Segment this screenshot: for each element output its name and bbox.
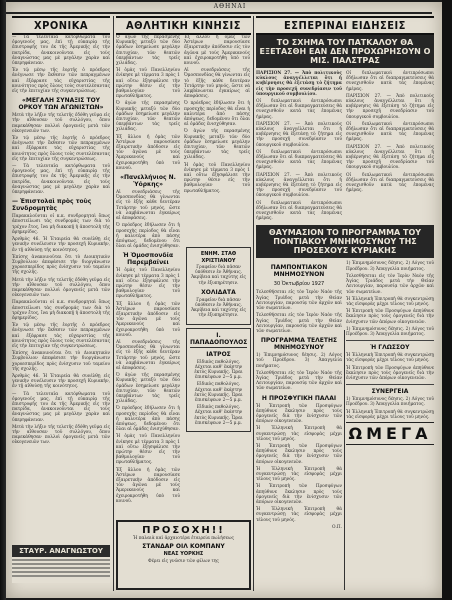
article-text: Ὁ ἀγὼν τῆς περασμένης Κυριακῆς μεταξὺ τῶν δύο ὁμάδων ἐσημείωσε μεγάλην ἐπιτυχίαν, τῶν θεατῶν ὑπερβάντων τὰς τρεῖς χιλιάδας. (184, 129, 250, 161)
article-text: Ἐπίσης ἀνακοινοῦται ὅτι τὸ Διοικητικὸν Συμβούλιον ἀπεφάσισε τὴν διοργάνωσιν χοροεσπερίδος πρὸς ἐνίσχυσιν τοῦ ταμείου τῆς σχολῆς. (12, 351, 110, 372)
article-text: Οἱ διπλωματικοὶ ἀντιπρόσωποι ἐδήλωσαν ὅτι αἱ διαπραγματεύσεις θὰ συνεχισθοῦν κατὰ τὰς ἐπομένας ἡμέρας. (256, 99, 342, 120)
article-text: ΠΑΡΙΣΙΟΝ 27. — Ἀπὸ πολιτικοὺς κύκλους ἀναγγέλλεται ὅτι ἡ κυβέρνησις θὰ ἐξετάσῃ τὸ ζήτημα εἰς τὴν προσεχῆ συνεδρίασιν τοῦ ὑπουργικοῦ συμβουλίου. (256, 71, 342, 97)
article-text: Ἡ Ἑλληνικὴ Ἐπιτροπὴ θὰ συγκεντρώσῃ τὰς εἰσφορὰς μέχρι τέλους τοῦ μηνός. (256, 426, 342, 442)
article-text: Αἱ συνεδριάσεις τῆς Ὁμοσπονδίας θὰ γίνωνται εἰς τὸ ἑξῆς κάθε δευτέραν Τετάρτην τοῦ μηνός, ὥστε νὰ λαμβάνωνται ἐγκαίρως αἱ ἀποφάσεις. (116, 339, 180, 371)
article-text: Ἡ Ἑλληνικὴ Ἐπιτροπὴ θὰ συγκεντρώσῃ τὰς εἰσφορὰς μέχρι τέλους τοῦ μηνός. (346, 296, 434, 307)
article-text: Οἱ διπλωματικοὶ ἀντιπρόσωποι ἐδήλωσαν ὅτι αἱ διαπραγματεύσεις θὰ συνεχισθοῦν κατὰ τὰς ἐπομένας ἡμέρας. (256, 149, 342, 171)
article-text: Μετὰ τὴν λῆξιν τῆς τελετῆς ἐδόθη γεῦμα εἰς τὴν αἴθουσαν τοῦ συλλόγου, ὅπου παρεκάθησαν πολλοὶ ὁμογενεῖς μετὰ τῶν οἰκογενειῶν των. (12, 277, 110, 299)
ad-box-subtitle: ΙΑΤΡΟΣ (206, 350, 231, 358)
column-rule-1 (113, 16, 114, 591)
ad-box-papadopoulos (186, 328, 251, 432)
article-text: 1) Ἐπιμνημόσυνος δέησις. 2) Λόγος τοῦ Προέδρου. 3) Ἀπαγγελία ποιήματος. (256, 353, 342, 369)
ad-box-title: Ι. ΠΑΠΑΔΟΠΟΥΛΟΣ (190, 331, 248, 346)
article-text: Αἱ συνεδριάσεις τῆς Ὁμοσπονδίας θὰ γίνωνται εἰς τὸ ἑξῆς κάθε δευτέραν Τετάρτην τοῦ μηνός, ὥστε νὰ λαμβάνωνται ἐγκαίρως αἱ ἀποφάσεις. (116, 190, 180, 222)
evening-news-top-subcolumns (256, 71, 434, 223)
ad-box-text: Εἰδικὸς παθολόγος. Δέχεται καθ' ἑκάστην ἐκτὸς Κυριακῆς. Ὧραι ἐπισκέψεων 2—5 μ.μ. (194, 382, 243, 404)
article-text: Ἐξ ἄλλου ἡ ὁμὰς τῶν Ἀστέρων παρουσίασε ἐξαιρετικὴν ἀπόδοσιν εἰς τὸν ἀγῶνα μὲ τοὺς Ἀμερικανοὺς καὶ ἐχειροκροτήθη ὑπὸ τοῦ κοινοῦ. (116, 467, 180, 504)
top-rule (6, 12, 432, 14)
article-text: Ἐν τῷ μέσῳ τῆς ἑορτῆς ὁ πρόεδρος ἀνέγνωσε τὴν ἔκθεσιν τῶν πεπραγμένων καὶ ἐξέφρασε τὰς εὐχαριστίας τῆς κοινότητος πρὸς ὅλους τοὺς συντελέσαντας εἰς τὴν ἐπιτυχίαν τῆς συγκεντρώσεως. (12, 323, 110, 349)
article-text: Ἡ ὁμὰς τοῦ Πανελληνίου ἐνίκησε μὲ τέρματα 3 πρὸς 1 καὶ οὕτω ἐξησφάλισε τὴν πρώτην θέσιν εἰς τὴν βαθμολογίαν τοῦ πρωταθλήματος. (116, 68, 180, 100)
article-text: Ἐν τῷ μέσῳ τῆς ἑορτῆς ὁ πρόεδρος ἀνέγνωσε τὴν ἔκθεσιν τῶν πεπραγμένων καὶ ἐξέφρασε τὰς εὐχαριστίας τῆς κοινότητος πρὸς ὅλους τοὺς συντελέσαντας εἰς τὴν ἐπιτυχίαν τῆς συγκεντρώσεως. (12, 68, 110, 95)
column-ads (186, 244, 251, 514)
article-text: Ὁ πρόεδρος ἐδήλωσεν ὅτι ἡ προσεχὴς περίοδος θὰ εἶναι ἡ καλυτέρα ἀπὸ πάσης ἀπόψεως, δεδομένου ὅτι ὅλαι αἱ ὁμάδες ἐνισχύθησαν. (116, 406, 180, 433)
article-text: — Τὰ τελευταῖα κατόρθωματα τοῦ ὁμογενοῦς μας, ἐπὶ τῇ εὐκαιρίᾳ τῆς ἐπιστροφῆς του ἐκ τῆς Ἀμερικῆς εἰς τὴν πατρίδα, ἀνακοινοῦνται εἰς τοὺς ἀναγνώστας μας μὲ μεγάλην χαρὰν καὶ ὑπερηφάνειαν. (12, 35, 110, 67)
article-text: Ἡ Ἑλληνικὴ Ἐπιτροπὴ θὰ συγκεντρώσῃ τὰς εἰσφορὰς μέχρι τέλους τοῦ μηνός. (346, 353, 434, 364)
column-rule-2 (253, 16, 254, 591)
article-text: Ἡ Ἑλληνικὴ Ἐπιτροπὴ θὰ συγκεντρώσῃ τὰς εἰσφορὰς μέχρι τέλους τοῦ μηνός. (346, 409, 434, 420)
article-text: Ἐπίσης ἀνακοινοῦται ὅτι τὸ Διοικητικὸν Συμβούλιον ἀπεφάσισε τὴν διοργάνωσιν χοροεσπερίδος πρὸς ἐνίσχυσιν τοῦ ταμείου τῆς σχολῆς. (12, 254, 110, 276)
article-text: Τελεσθήσεται εἰς τὸν Ἱερὸν Ναὸν τῆς Ἁγίας Τριάδος μετὰ τὴν Θείαν Λειτουργίαν, παρουσίᾳ τῶν ἀρχῶν καὶ τῶν σωματείων. (256, 313, 342, 334)
article-text: Ἐν τῷ μέσῳ τῆς ἑορτῆς ὁ πρόεδρος ἀνέγνωσε τὴν ἔκθεσιν τῶν πεπραγμένων καὶ ἐξέφρασε τὰς εὐχαριστίας τῆς κοινότητος πρὸς ὅλους τοὺς συντελέσαντας εἰς τὴν ἐπιτυχίαν τῆς συγκεντρώσεως. (12, 136, 110, 162)
article-text: Τελεσθήσεται εἰς τὸν Ἱερὸν Ναὸν τῆς Ἁγίας Τριάδος μετὰ τὴν Θείαν Λειτουργίαν, παρουσίᾳ τῶν ἀρχῶν καὶ τῶν σωματείων. (346, 273, 434, 295)
article-headline: «Πανελλήνιος Ν. Ὑόρκης» (120, 174, 176, 189)
article-text: Αἱ συνεδριάσεις τῆς Ὁμοσπονδίας θὰ γίνωνται εἰς τὸ ἑξῆς κάθε δευτέραν Τετάρτην τοῦ μηνός, ὥστε νὰ λαμβάνωνται ἐγκαίρως αἱ ἀποφάσεις. (184, 68, 250, 100)
evening-news-top-right (346, 71, 434, 223)
article-text: ΠΑΡΙΣΙΟΝ 27. — Ἀπὸ πολιτικοὺς κύκλους ἀναγγέλλεται ὅτι ἡ κυβέρνησις θὰ ἐξετάσῃ τὸ ζήτημα εἰς τὴν προσεχῆ συνεδρίασιν τοῦ ὑπουργικοῦ συμβουλίου. (346, 144, 434, 171)
article-text: Ὁ πρόεδρος ἐδήλωσεν ὅτι ἡ προσεχὴς περίοδος θὰ εἶναι ἡ καλυτέρα ἀπὸ πάσης ἀπόψεως, δεδομένου ὅτι ὅλαι αἱ ὁμάδες ἐνισχύθησαν. (116, 223, 180, 250)
column-evening-news (256, 16, 434, 594)
article-text: — Τὰ τελευταῖα κατόρθωματα τοῦ ὁμογενοῦς μας, ἐπὶ τῇ εὐκαιρίᾳ τῆς ἐπιστροφῆς του ἐκ τῆς Ἀμερικῆς εἰς τὴν πατρίδα, ἀνακοινοῦνται εἰς τοὺς ἀναγνώστας μας μὲ μεγάλην χαρὰν καὶ ὑπερηφάνειαν. (12, 164, 110, 196)
article-text: Οἱ διπλωματικοὶ ἀντιπρόσωποι ἐδήλωσαν ὅτι αἱ διαπραγματεύσεις θὰ συνεχισθοῦν κατὰ τὰς ἐπομένας ἡμέρας. (346, 71, 434, 92)
column-chronika (12, 16, 110, 596)
article-text: Ἡ Ἑλληνικὴ Ἐπιτροπὴ θὰ συγκεντρώσῃ τὰς εἰσφορὰς μέχρι τέλους τοῦ μηνός. (256, 466, 342, 483)
article-text: Ὁ ἀγὼν τῆς περασμένης Κυριακῆς μεταξὺ τῶν δύο ὁμάδων ἐσημείωσε μεγάλην ἐπιτυχίαν, τῶν θεατῶν ὑπερβάντων τὰς τρεῖς χιλιάδας. (116, 35, 180, 67)
page-right-edge (442, 0, 452, 600)
article-text: Οἱ διπλωματικοὶ ἀντιπρόσωποι ἐδήλωσαν ὅτι αἱ διαπραγματεύσεις θὰ συνεχισθοῦν κατὰ τὰς ἐπομένας ἡμέρας. (346, 172, 434, 194)
article-text: Ὁ ἀγὼν τῆς περασμένης Κυριακῆς μεταξὺ τῶν δύο ὁμάδων ἐσημείωσε μεγάλην ἐπιτυχίαν, τῶν θεατῶν ὑπερβάντων τὰς τρεῖς χιλιάδας. (116, 373, 180, 405)
article-text: Μετὰ τὴν λῆξιν τῆς τελετῆς ἐδόθη γεῦμα εἰς τὴν αἴθουσαν τοῦ συλλόγου, ὅπου παρεκάθησαν πολλοὶ ὁμογενεῖς μετὰ τῶν οἰκογενειῶν των. (12, 424, 110, 446)
divider (346, 384, 434, 385)
evening-news-bottom-left (256, 261, 342, 532)
article-text: ΠΑΡΙΣΙΟΝ 27. — Ἀπὸ πολιτικοὺς κύκλους ἀναγγέλλεται ὅτι ἡ κυβέρνησις θὰ ἐξετάσῃ τὸ ζήτημα εἰς τὴν προσεχῆ συνεδρίασιν τοῦ ὑπουργικοῦ συμβουλίου. (346, 93, 434, 120)
ad-box-text: Εἰδικὸς παθολόγος. Δέχεται καθ' ἑκάστην ἐκτὸς Κυριακῆς. Ὧραι ἐπισκέψεων 2—5 μ.μ. (194, 405, 243, 426)
article-text: 1) Ἐπιμνημόσυνος δέησις. 2) Λόγος τοῦ Προέδρου. 3) Ἀπαγγελία ποιήματος. (346, 326, 434, 337)
article-headline: ΠΡΟΓΡΑΜΜΑ ΤΕΛΕΤΗΣ ΜΝΗΜΟΣΥΝΟΥ (260, 337, 338, 352)
masthead-athletics: ΑΘΛΗΤΙΚΗ ΚΙΝΗΣΙΣ (116, 16, 251, 35)
article-headline: ΠΑΜΠΟΝΤΙΑΚΟΝ ΜΝΗΜΟΣΥΝΟΝ (270, 264, 328, 279)
article-text: Οἱ διπλωματικοὶ ἀντιπρόσωποι ἐδήλωσαν ὅτι αἱ διαπραγματεύσεις θὰ συνεχισθοῦν κατὰ τὰς ἐπομένας ἡμέρας. (256, 200, 342, 222)
article-text: Ἐξ ἄλλου ἡ ὁμὰς τῶν Ἀστέρων παρουσίασε ἐξαιρετικὴν ἀπόδοσιν εἰς τὸν ἀγῶνα μὲ τοὺς Ἀμερικανοὺς καὶ ἐχειροκροτήθη ὑπὸ τοῦ κοινοῦ. (116, 301, 180, 338)
article-text: ΠΑΡΙΣΙΟΝ 27. — Ἀπὸ πολιτικοὺς κύκλους ἀναγγέλλεται ὅτι ἡ κυβέρνησις θὰ ἐξετάσῃ τὸ ζήτημα εἰς τὴν προσεχῆ συνεδρίασιν τοῦ ὑπουργικοῦ συμβουλίου. (256, 121, 342, 148)
ad-anagnostou-lines (12, 559, 110, 577)
article-headline: Ἡ ΓΛΩΣΣΟΥ (370, 344, 410, 352)
headline-banner-top: ΤΟ ΣΧΗΜΑ ΤΟΥ ΠΑΤΚΑΛΟΥ ΘΑ ΕΞΕΤΑΣΘΗ ΕΑΝ ΔΕΝ ΠΡΟΧΩΡΗΣΟΥΝ Ο ΜΙΣ. ΠΑΛΣΤΡΑΣ (256, 35, 434, 68)
article-headline: «ΜΕΓΑΛΗ ΣΥΝΑΞΙΣ ΤΟΥ ΟΡΚΟΥ ΤΩΝ ΑΓΩΝΙΣΤΩΝ» (18, 97, 104, 112)
article-text: Ἡ Ἐπιτροπὴ τῶν Προσφύγων ἀπηύθυνε ἔκκλησιν πρὸς τοὺς ὁμογενεῖς διὰ τὴν ἐνίσχυσιν τῶν ἀπόρων οἰκογενειῶν. (256, 443, 342, 465)
article-text: Ὁ ἀγὼν τῆς περασμένης Κυριακῆς μεταξὺ τῶν δύο ὁμάδων ἐσημείωσε μεγάλην ἐπιτυχίαν, τῶν θεατῶν ὑπερβάντων τὰς τρεῖς χιλιάδας. (116, 101, 180, 133)
ad-omega: ΩΜΕΓΑ (346, 422, 434, 445)
article-text: Παρακαλοῦνται οἱ κ.κ. συνδρομηταὶ ὅπως ἀποστείλωσι τὰς συνδρομάς των διὰ τὸ τρέχον ἔτος, ἵνα μὴ διακοπῇ ἡ ἀποστολὴ τῆς ἐφημερίδος. (12, 300, 110, 321)
ad-box-christianou (186, 247, 251, 325)
article-text: Ἡ Ἐπιτροπὴ τῶν Προσφύγων ἀπηύθυνε ἔκκλησιν πρὸς τοὺς ὁμογενεῖς διὰ τὴν ἐνίσχυσιν τῶν ἀπόρων οἰκογενειῶν. (346, 309, 434, 325)
article-text: Ἡ ὁμὰς τοῦ Πανελληνίου ἐνίκησε μὲ τέρματα 3 πρὸς 1 καὶ οὕτω ἐξησφάλισε τὴν πρώτην θέσιν εἰς τὴν βαθμολογίαν τοῦ πρωταθλήματος. (184, 162, 250, 194)
article-subheadline: — Ἐπιστολαὶ πρὸς τοὺς Συνδρομητὰς (12, 198, 92, 213)
article-headline: Ἡ Ὁμοσπονδία Παρεμβαίνει (122, 252, 174, 267)
divider (346, 340, 434, 341)
evening-news-bottom-subcolumns (256, 261, 434, 532)
ad-box-title: ΕΝΗΜ. ΣΤΑΘ ΧΡΙΣΤΙΑΝΟΥ (200, 251, 237, 264)
article-text: Ἀριθμὸς 46. Ἡ Ἑταιρεία θὰ συνέλθῃ εἰς γενικὴν συνέλευσιν τὴν προσεχῆ Κυριακὴν, ἐν τῇ αἰθούσῃ τῆς κοινότητος. (12, 373, 110, 390)
article-text: Τελεσθήσεται εἰς τὸν Ἱερὸν Ναὸν τῆς Ἁγίας Τριάδος μετὰ τὴν Θείαν Λειτουργίαν, παρουσίᾳ τῶν ἀρχῶν καὶ τῶν σωματείων. (256, 370, 342, 392)
ad-prosoxi-company: ΣΤΑΝΔΑΡ ΟΙΛ ΚΟΜΠΑΝΥ (142, 543, 225, 551)
ad-prosoxi-city: ΝΕΑΣ ΥΟΡΚΗΣ (163, 551, 204, 558)
ad-prosoxi-text: Φέρει εἰς γνῶσιν τῶν φίλων της (148, 559, 219, 565)
article-text: Παρακαλοῦνται οἱ κ.κ. συνδρομηταὶ ὅπως ἀποστείλωσι τὰς συνδρομάς των διὰ τὸ τρέχον ἔτος, ἵνα μὴ διακοπῇ ἡ ἀποστολὴ τῆς ἐφημερίδος. (12, 214, 110, 235)
article-text: Ἡ Ἐπιτροπὴ τῶν Προσφύγων ἀπηύθυνε ἔκκλησιν πρὸς τοὺς ὁμογενεῖς διὰ τὴν ἐνίσχυσιν τῶν ἀπόρων οἰκογενειῶν. (256, 484, 342, 505)
masthead-evening-news: ΕΣΠΕΡΙΝΑΙ ΕΙΔΗΣΕΙΣ (256, 16, 434, 35)
article-text: Ἡ Ἐπιτροπὴ τῶν Προσφύγων ἀπηύθυνε ἔκκλησιν πρὸς τοὺς ὁμογενεῖς διὰ τὴν ἐνίσχυσιν τῶν ἀπόρων οἰκογενειῶν. (346, 365, 434, 381)
article-text: Ὁ πρόεδρος ἐδήλωσεν ὅτι ἡ προσεχὴς περίοδος θὰ εἶναι ἡ καλυτέρα ἀπὸ πάσης ἀπόψεως, δεδομένου ὅτι ὅλαι αἱ ὁμάδες ἐνισχύθησαν. (184, 101, 250, 128)
ad-prosoxi-text: Ἡ παλαιὰ καὶ ἀρχαιοτέρα ἑταιρεία πωλήσεως (133, 536, 234, 541)
evening-news-bottom-right (346, 261, 434, 532)
headline-banner-pontiac: ΘΑΥΜΑΣΙΟΝ ΤΟ ΠΡΟΓΡΑΜΜΑ ΤΟΥ ΠΟΝΤΙΑΚΟΥ ΜΝΗΜΟΣΥΝΟΥ ΤΗΣ ΠΡΟΣΕΧΟΥΣ ΚΥΡΙΑΚΗΣ (256, 225, 434, 258)
ad-box-text: Εἰδικὸς παθολόγος. Δέχεται καθ' ἑκάστην ἐκτὸς Κυριακῆς. Ὧραι ἐπισκέψεων 2—5 μ.μ. (194, 359, 243, 381)
ad-anagnostou (12, 545, 110, 583)
article-headline: ΣΥΝΕΡΓΕΙΑ (371, 388, 409, 396)
ad-prosoxi-title: ΠΡΟΣΟΧΗ!! (142, 525, 225, 536)
masthead-chronika: ΧΡΟΝΙΚΑ (12, 16, 110, 35)
article-text: Ἐξ ἄλλου ἡ ὁμὰς τῶν Ἀστέρων παρουσίασε ἐξαιρετικὴν ἀπόδοσιν εἰς τὸν ἀγῶνα μὲ τοὺς Ἀμερικανοὺς καὶ ἐχειροκροτήθη ὑπὸ τοῦ κοινοῦ. (116, 134, 180, 171)
ad-anagnostou-title: ΣΤΑΥΡ. ΑΝΑΓΝΩΣΤΟΥ (12, 545, 110, 557)
article-text: Ἡ Ἐπιτροπὴ τῶν Προσφύγων ἀπηύθυνε ἔκκλησιν πρὸς τοὺς ὁμογενεῖς διὰ τὴν ἐνίσχυσιν τῶν ἀπόρων οἰκογενειῶν. (256, 403, 342, 425)
article-date: 30 Ὀκτωβρίου 1927 (273, 281, 325, 288)
ad-box-text: Γραφεῖον διὰ πᾶσαν ὑπόθεσιν ἐν Ἀθήναις. Ἀκρίβεια καὶ ταχύτης εἰς τὴν ἐξυπηρέτησιν. (191, 265, 246, 286)
evening-news-top-left (256, 71, 342, 223)
article-text: — Τὰ τελευταῖα κατόρθωματα τοῦ ὁμογενοῦς μας, ἐπὶ τῇ εὐκαιρίᾳ τῆς ἐπιστροφῆς του ἐκ τῆς Ἀμερικῆς εἰς τὴν πατρίδα, ἀνακοινοῦνται εἰς τοὺς ἀναγνώστας μας μὲ μεγάλην χαρὰν καὶ ὑπερηφάνειαν. (12, 391, 110, 423)
article-text: 1) Ἐπιμνημόσυνος δέησις. 2) Λόγος τοῦ Προέδρου. 3) Ἀπαγγελία ποιήματος. (346, 261, 434, 272)
article-text: Ἀριθμὸς 46. Ἡ Ἑταιρεία θὰ συνέλθῃ εἰς γενικὴν συνέλευσιν τὴν προσεχῆ Κυριακὴν, ἐν τῇ αἰθούσῃ τῆς κοινότητος. (12, 237, 110, 253)
article-text: Τελεσθήσεται εἰς τὸν Ἱερὸν Ναὸν τῆς Ἁγίας Τριάδος μετὰ τὴν Θείαν Λειτουργίαν, παρουσίᾳ τῶν ἀρχῶν καὶ τῶν σωματείων. (256, 290, 342, 312)
article-text: Μετὰ τὴν λῆξιν τῆς τελετῆς ἐδόθη γεῦμα εἰς τὴν αἴθουσαν τοῦ συλλόγου, ὅπου παρεκάθησαν πολλοὶ ὁμογενεῖς μετὰ τῶν οἰκογενειῶν των. (12, 113, 110, 134)
article-text: Οἱ διπλωματικοὶ ἀντιπρόσωποι ἐδήλωσαν ὅτι αἱ διαπραγματεύσεις θὰ συνεχισθοῦν κατὰ τὰς ἐπομένας ἡμέρας. (346, 121, 434, 143)
ad-box-subtitle: ΧΟΛΙΔΑΤΑ (201, 288, 236, 296)
article-text: Ἡ ὁμὰς τοῦ Πανελληνίου ἐνίκησε μὲ τέρματα 3 πρὸς 1 καὶ οὕτω ἐξησφάλισε τὴν πρώτην θέσιν εἰς τὴν βαθμολογίαν τοῦ πρωταθλήματος. (116, 268, 180, 300)
ad-prosoxi (116, 520, 251, 590)
article-text: ΠΑΡΙΣΙΟΝ 27. — Ἀπὸ πολιτικοὺς κύκλους ἀναγγέλλεται ὅτι ἡ κυβέρνησις θὰ ἐξετάσῃ τὸ ζήτημα εἰς τὴν προσεχῆ συνεδρίασιν τοῦ ὑπουργικοῦ συμβουλίου. (256, 172, 342, 199)
article-text: 1) Ἐπιμνημόσυνος δέησις. 2) Λόγος τοῦ Προέδρου. 3) Ἀπαγγελία ποιήματος. (346, 397, 434, 408)
athletics-left (116, 35, 180, 506)
ad-box-text: Γραφεῖον διὰ πᾶσαν ὑπόθεσιν ἐν Ἀθήναις. Ἀκρίβεια καὶ ταχύτης εἰς τὴν ἐξυπηρέτησιν. (191, 297, 246, 319)
article-text: Ἐξ ἄλλου ἡ ὁμὰς τῶν Ἀστέρων παρουσίασε ἐξαιρετικὴν ἀπόδοσιν εἰς τὸν ἀγῶνα μὲ τοὺς Ἀμερικανοὺς καὶ ἐχειροκροτήθη ὑπὸ τοῦ κοινοῦ. (184, 35, 250, 67)
article-headline: Η ΠΡΟΣΦΥΓΙΚΗ ΠΑΛΑΙ (261, 394, 337, 402)
page-folio: ΑΘΗΝΑΙ (213, 3, 247, 10)
article-text: Ἡ ὁμὰς τοῦ Πανελληνίου ἐνίκησε μὲ τέρματα 3 πρὸς 1 καὶ οὕτω ἐξησφάλισε τὴν πρώτην θέσιν εἰς τὴν βαθμολογίαν τοῦ πρωταθλήματος. (116, 434, 180, 466)
article-text: Ἡ Ἑλληνικὴ Ἐπιτροπὴ θὰ συγκεντρώσῃ τὰς εἰσφορὰς μέχρι τέλους τοῦ μηνός. (256, 507, 342, 523)
article-signature: Ο.Π. (331, 524, 342, 530)
